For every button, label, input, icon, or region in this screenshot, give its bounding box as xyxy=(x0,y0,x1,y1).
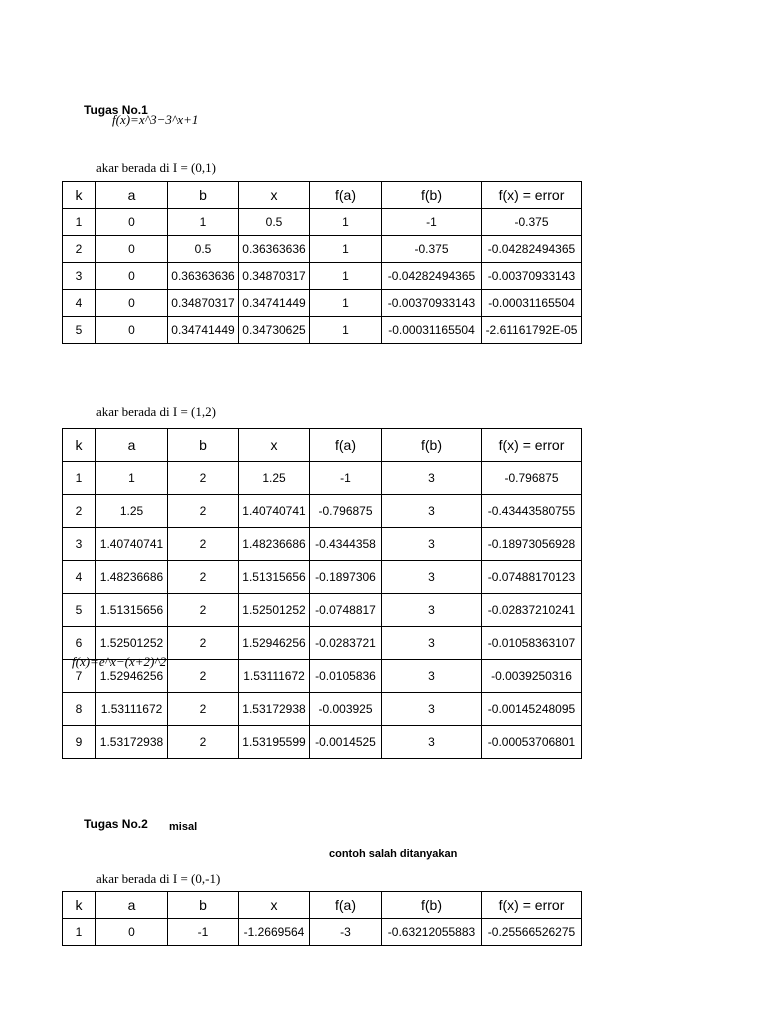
table-row xyxy=(63,693,582,726)
table-cell: -0.0748817 xyxy=(310,594,382,627)
table-cell: 1.48236686 xyxy=(239,528,310,561)
table-cell: 9 xyxy=(63,726,96,759)
table-cell: -0.04282494365 xyxy=(382,263,482,290)
table-cell: 1 xyxy=(310,317,382,344)
table-cell: 3 xyxy=(382,693,482,726)
table-cell: -0.375 xyxy=(382,236,482,263)
interval-label-3: akar berada di I = (0,-1) xyxy=(96,871,221,886)
table-row xyxy=(63,726,582,759)
table-header xyxy=(63,429,582,462)
section1-heading: Tugas No.1 xyxy=(84,103,148,117)
table-row xyxy=(63,919,582,946)
table-cell: 2 xyxy=(63,495,96,528)
table-cell: 4 xyxy=(63,561,96,594)
bisection-table-3 xyxy=(62,891,582,946)
section2-heading: Tugas No.2 xyxy=(84,817,148,831)
table-cell: -3 xyxy=(310,919,382,946)
table-cell: 1 xyxy=(63,462,96,495)
table-cell: 2 xyxy=(168,594,239,627)
table-cell: -1 xyxy=(168,919,239,946)
table-cell: 1.53111672 xyxy=(96,693,168,726)
header-row xyxy=(63,182,582,209)
column-header: k xyxy=(63,429,96,462)
table-cell: -0.4344358 xyxy=(310,528,382,561)
table-cell: 0.5 xyxy=(168,236,239,263)
column-header: f(a) xyxy=(310,892,382,919)
column-header: x xyxy=(239,182,310,209)
table-cell: 8 xyxy=(63,693,96,726)
table-header xyxy=(63,182,582,209)
table-row xyxy=(63,495,582,528)
table-cell: 1.48236686 xyxy=(96,561,168,594)
table-cell: -0.0039250316 xyxy=(482,660,582,693)
table-cell: 0 xyxy=(96,209,168,236)
column-header: f(x) = error xyxy=(482,892,582,919)
header-row xyxy=(63,429,582,462)
table-body xyxy=(63,919,582,946)
table-cell: 1.53172938 xyxy=(239,693,310,726)
table-cell: 0 xyxy=(96,236,168,263)
table-row xyxy=(63,209,582,236)
interval-label-2: akar berada di I = (1,2) xyxy=(96,404,216,419)
table-cell: 0.36363636 xyxy=(168,263,239,290)
table-cell: 2 xyxy=(168,462,239,495)
table-cell: 0.36363636 xyxy=(239,236,310,263)
table-cell: -0.003925 xyxy=(310,693,382,726)
table-cell: -0.00031165504 xyxy=(482,290,582,317)
table-cell: 3 xyxy=(382,594,482,627)
table-cell: 2 xyxy=(168,495,239,528)
table-cell: -0.02837210241 xyxy=(482,594,582,627)
formula-f2: f(x)=e^x−(x+2)^2 xyxy=(72,654,167,669)
table-cell: -0.00370933143 xyxy=(382,290,482,317)
table-row xyxy=(63,263,582,290)
table-cell: 1 xyxy=(63,919,96,946)
table-cell: 1.25 xyxy=(96,495,168,528)
formula-f1: f(x)=x^3−3^x+1 xyxy=(112,112,199,127)
table-cell: -0.25566526275 xyxy=(482,919,582,946)
table-cell: 1 xyxy=(168,209,239,236)
table-cell: 2 xyxy=(168,528,239,561)
table-cell: 5 xyxy=(63,594,96,627)
table-cell: 2 xyxy=(168,561,239,594)
table-cell: 1 xyxy=(310,290,382,317)
table-cell: -0.01058363107 xyxy=(482,627,582,660)
note-label: contoh salah ditanyakan xyxy=(329,848,458,860)
table-cell: 1.52501252 xyxy=(96,627,168,660)
column-header: f(b) xyxy=(382,182,482,209)
table-row xyxy=(63,462,582,495)
table-cell: 2 xyxy=(168,660,239,693)
column-header: b xyxy=(168,429,239,462)
table-cell: 1 xyxy=(96,462,168,495)
table-cell: 1.53172938 xyxy=(96,726,168,759)
table-body xyxy=(63,209,582,344)
table-cell: 1.52946256 xyxy=(96,660,168,693)
column-header: x xyxy=(239,429,310,462)
table-cell: -0.00145248095 xyxy=(482,693,582,726)
table-cell: 1.51315656 xyxy=(239,561,310,594)
table-cell: 1 xyxy=(310,263,382,290)
header-row xyxy=(63,892,582,919)
table-header xyxy=(63,892,582,919)
table-cell: -0.04282494365 xyxy=(482,236,582,263)
table-body xyxy=(63,462,582,759)
table-cell: 2 xyxy=(63,236,96,263)
table-cell: -0.796875 xyxy=(310,495,382,528)
table-cell: 7 xyxy=(63,660,96,693)
column-header: f(x) = error xyxy=(482,182,582,209)
table-row xyxy=(63,317,582,344)
table-cell: -0.43443580755 xyxy=(482,495,582,528)
table-cell: -0.796875 xyxy=(482,462,582,495)
table-cell: 0.34741449 xyxy=(239,290,310,317)
column-header: k xyxy=(63,182,96,209)
table-cell: 1 xyxy=(310,209,382,236)
table-cell: 1.53111672 xyxy=(239,660,310,693)
table-cell: 4 xyxy=(63,290,96,317)
misal-label: misal xyxy=(169,821,198,833)
column-header: a xyxy=(96,182,168,209)
table-cell: -0.18973056928 xyxy=(482,528,582,561)
interval-label-1: akar berada di I = (0,1) xyxy=(96,160,216,175)
table-cell: 3 xyxy=(382,561,482,594)
table-cell: -0.63212055883 xyxy=(382,919,482,946)
table-cell: 1.53195599 xyxy=(239,726,310,759)
table-cell: 1.40740741 xyxy=(96,528,168,561)
table-cell: 3 xyxy=(63,263,96,290)
table-cell: 0 xyxy=(96,290,168,317)
table-cell: 1 xyxy=(63,209,96,236)
table-cell: -0.0105836 xyxy=(310,660,382,693)
table-cell: 0.5 xyxy=(239,209,310,236)
table-cell: -1 xyxy=(382,209,482,236)
table-cell: -0.00370933143 xyxy=(482,263,582,290)
table-cell: 1.52501252 xyxy=(239,594,310,627)
column-header: a xyxy=(96,892,168,919)
column-header: k xyxy=(63,892,96,919)
table-cell: 0.34870317 xyxy=(168,290,239,317)
column-header: a xyxy=(96,429,168,462)
table-cell: 3 xyxy=(382,462,482,495)
table-row xyxy=(63,561,582,594)
table-cell: 1.51315656 xyxy=(96,594,168,627)
bisection-table-2 xyxy=(62,428,582,759)
table-cell: -1.2669564 xyxy=(239,919,310,946)
table-cell: -0.1897306 xyxy=(310,561,382,594)
table-cell: 6 xyxy=(63,627,96,660)
column-header: f(a) xyxy=(310,429,382,462)
table-cell: 2 xyxy=(168,726,239,759)
table-row xyxy=(63,236,582,263)
table-cell: 3 xyxy=(382,627,482,660)
table-cell: 0 xyxy=(96,919,168,946)
table-cell: 1.40740741 xyxy=(239,495,310,528)
table-cell: 0.34741449 xyxy=(168,317,239,344)
table-cell: -0.0283721 xyxy=(310,627,382,660)
column-header: f(b) xyxy=(382,429,482,462)
table-cell: 1.52946256 xyxy=(239,627,310,660)
table-cell: -0.375 xyxy=(482,209,582,236)
table-cell: 0.34730625 xyxy=(239,317,310,344)
table-cell: 1 xyxy=(310,236,382,263)
table-cell: 2 xyxy=(168,693,239,726)
table-row xyxy=(63,290,582,317)
table-cell: 1.25 xyxy=(239,462,310,495)
table-cell: -2.61161792E-05 xyxy=(482,317,582,344)
table-cell: 0 xyxy=(96,317,168,344)
table-cell: 3 xyxy=(382,495,482,528)
column-header: b xyxy=(168,182,239,209)
column-header: b xyxy=(168,892,239,919)
table-cell: 0 xyxy=(96,263,168,290)
table-cell: -1 xyxy=(310,462,382,495)
table-cell: 5 xyxy=(63,317,96,344)
column-header: x xyxy=(239,892,310,919)
column-header: f(a) xyxy=(310,182,382,209)
table-cell: 3 xyxy=(63,528,96,561)
table-cell: 3 xyxy=(382,726,482,759)
table-cell: -0.00031165504 xyxy=(382,317,482,344)
table-row xyxy=(63,528,582,561)
table-cell: 2 xyxy=(168,627,239,660)
table-cell: 0.34870317 xyxy=(239,263,310,290)
bisection-table-1 xyxy=(62,181,582,344)
column-header: f(x) = error xyxy=(482,429,582,462)
table-cell: -0.07488170123 xyxy=(482,561,582,594)
table-row xyxy=(63,594,582,627)
table-cell: -0.0014525 xyxy=(310,726,382,759)
column-header: f(b) xyxy=(382,892,482,919)
table-cell: 3 xyxy=(382,528,482,561)
table-cell: -0.00053706801 xyxy=(482,726,582,759)
table-cell: 3 xyxy=(382,660,482,693)
